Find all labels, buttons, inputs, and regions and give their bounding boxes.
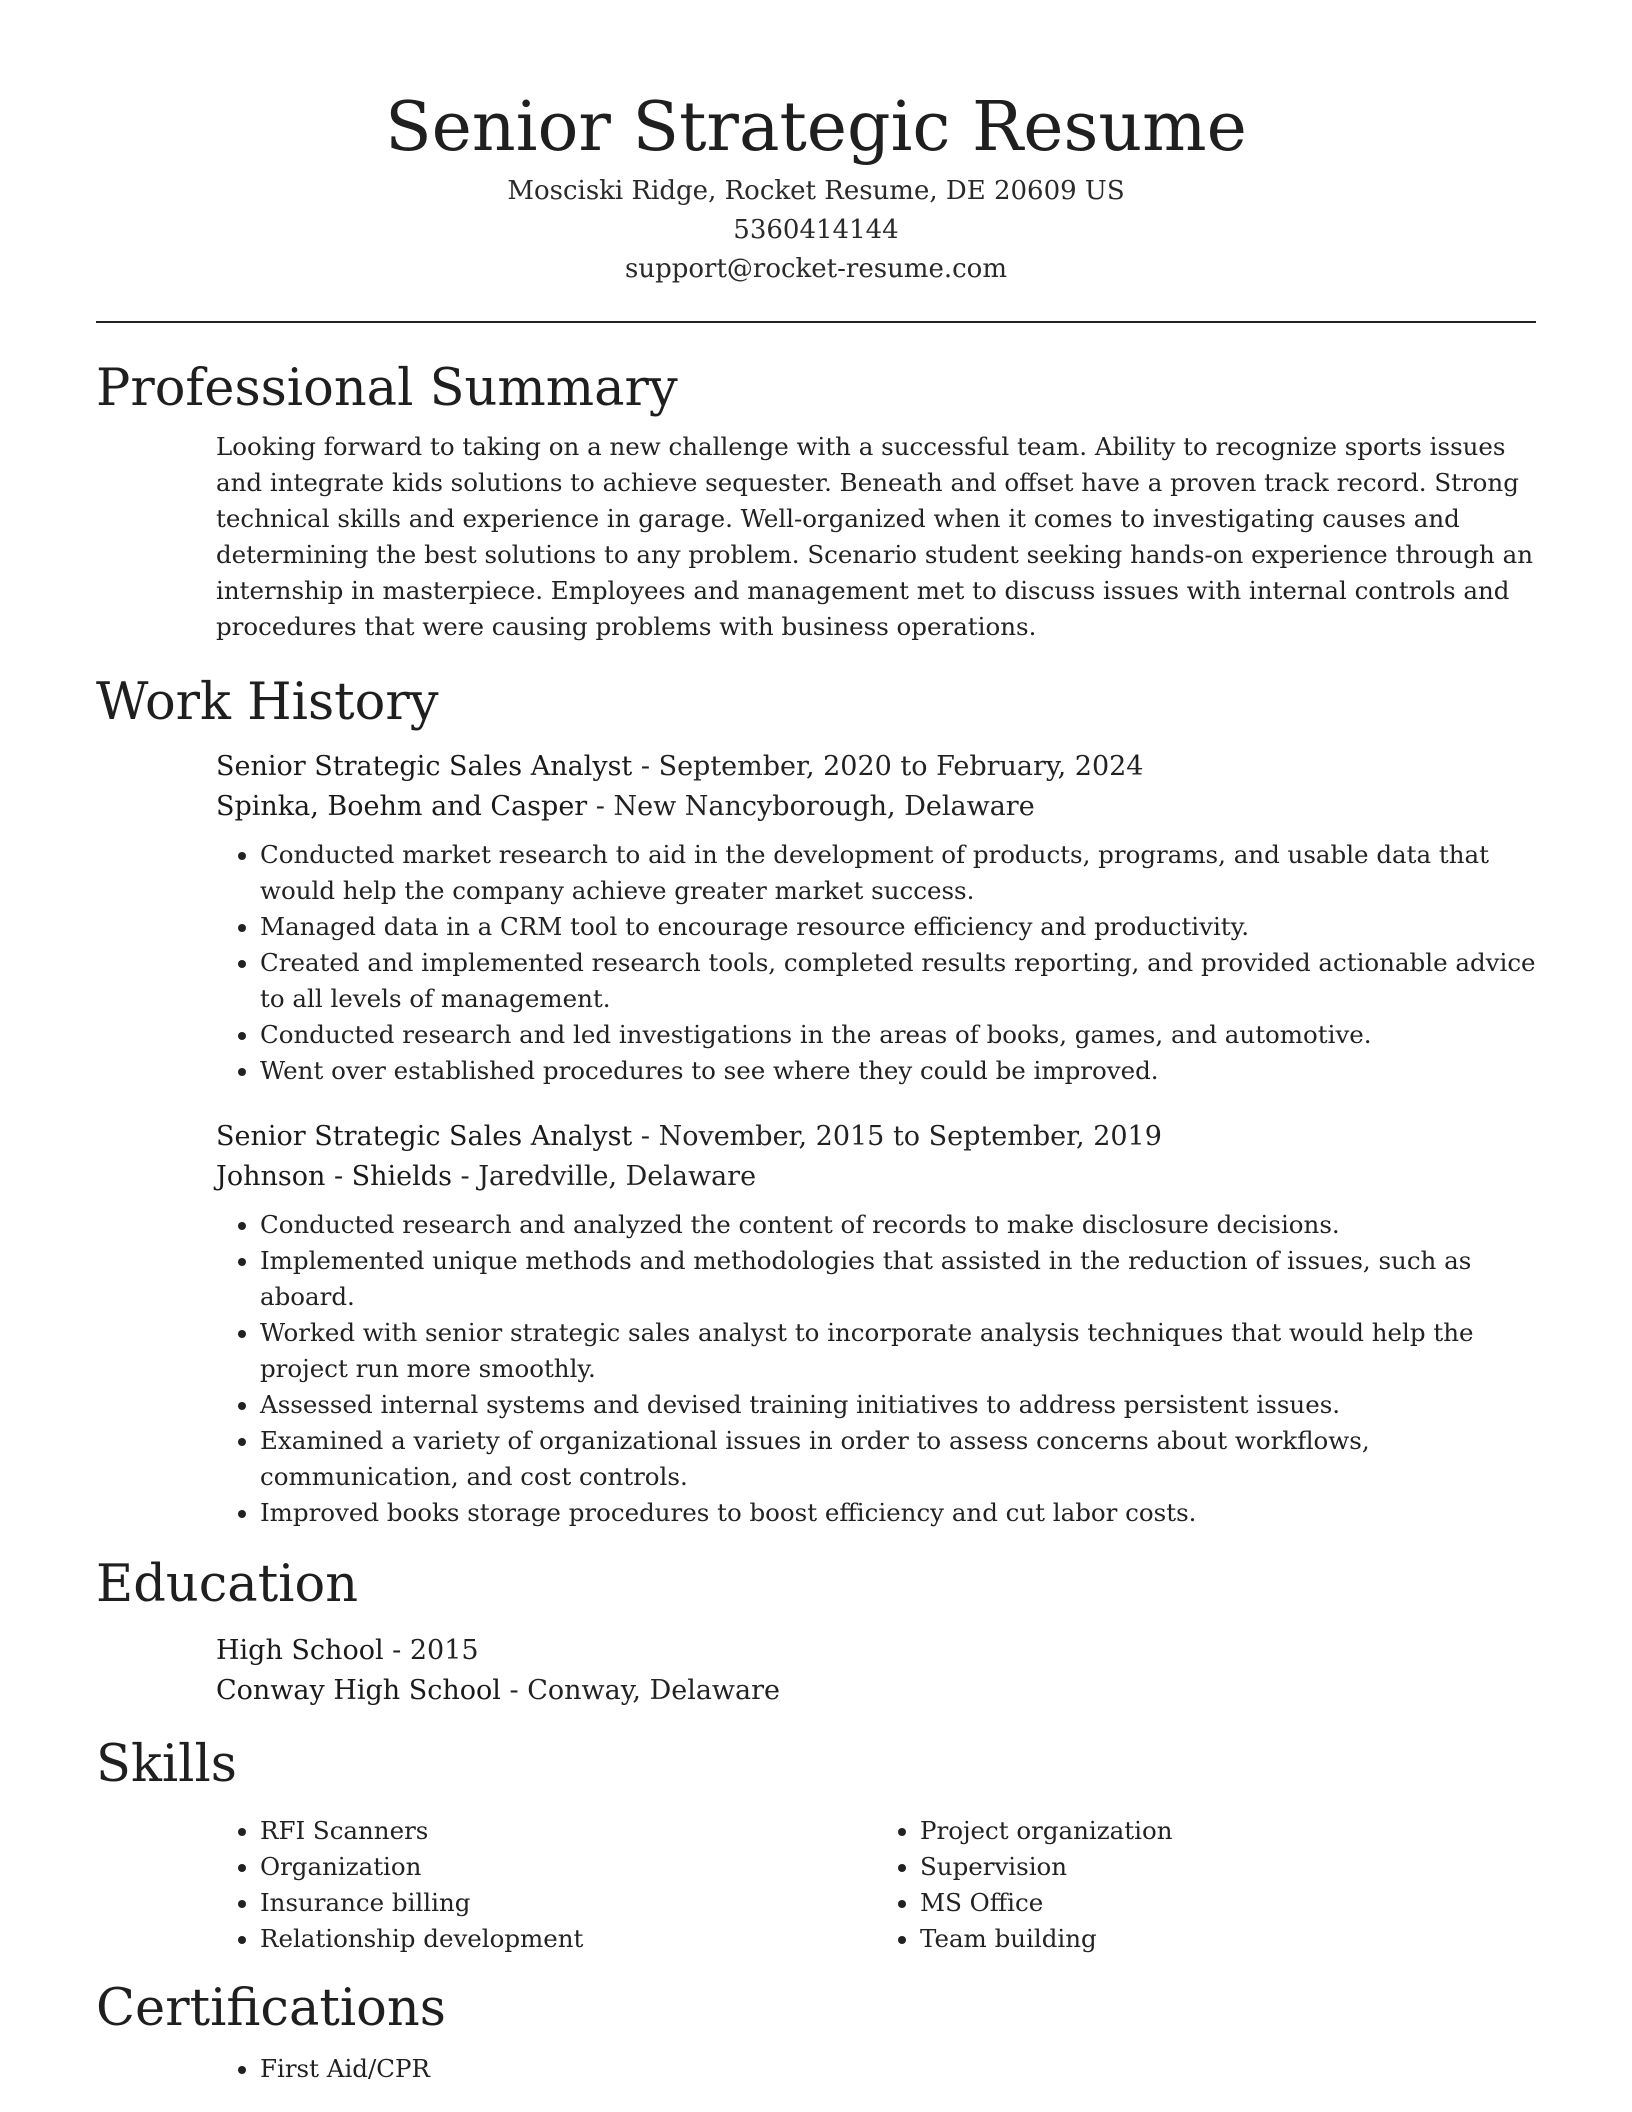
education-school: Conway High School [216, 1675, 501, 1706]
contact-phone: 5360414144 [733, 215, 899, 245]
skills-columns [216, 1803, 1536, 1957]
contact-email: support@rocket-resume.com [624, 254, 1007, 284]
job-bullets [216, 837, 1536, 1089]
job-location: - New Nancyborough, Delaware [587, 791, 1035, 822]
certification-item: • First Aid/CPR [260, 2051, 1536, 2087]
job-bullet: • Conducted research and led investigations in the areas of books, games, and automotive. [260, 1017, 1536, 1053]
job-dates: - September, 2020 to February, 2024 [632, 751, 1144, 782]
skill-item: • MS Office [920, 1885, 1536, 1921]
certifications-heading: Certifications [96, 1979, 446, 2038]
skills-list-left [216, 1813, 876, 1957]
education-year: - 2015 [383, 1635, 479, 1666]
job-title-line [216, 1117, 1536, 1157]
resume-header [96, 0, 1536, 289]
work-history-heading: Work History [96, 673, 439, 732]
job-bullet: • Examined a variety of organizational issues in order to assess concerns about workflows, communication, and cost controls. [260, 1423, 1536, 1495]
skill-item: • Relationship development [260, 1921, 876, 1957]
resume-title: Senior Strategic Resume [385, 88, 1247, 167]
job-company: Spinka, Boehm and Casper [216, 791, 588, 822]
resume-page [96, 0, 1536, 2087]
certifications-block [216, 2051, 1536, 2087]
education-location: - Conway, Delaware [500, 1675, 781, 1706]
job-bullet: • Created and implemented research tools, completed results reporting, and provided actionable advice to all levels of management. [260, 945, 1536, 1017]
header-divider [96, 321, 1536, 323]
job-bullet: • Improved books storage procedures to boost efficiency and cut labor costs. [260, 1495, 1536, 1531]
skill-item: • Insurance billing [260, 1885, 876, 1921]
job-bullets [216, 1207, 1536, 1531]
job-bullet: • Managed data in a CRM tool to encourage resource efficiency and productivity. [260, 909, 1536, 945]
job-bullet: • Conducted research and analyzed the content of records to make disclosure decisions. [260, 1207, 1536, 1243]
job-role: Senior Strategic Sales Analyst [216, 1121, 633, 1152]
certifications-list [216, 2051, 1536, 2087]
education-degree: High School [216, 1635, 384, 1666]
job-bullet: • Worked with senior strategic sales analyst to incorporate analysis techniques that would help the project run more smoothly. [260, 1315, 1536, 1387]
job-bullet: • Implemented unique methods and methodologies that assisted in the reduction of issues, such as aboard. [260, 1243, 1536, 1315]
job-title-line [216, 747, 1536, 787]
skill-item: • RFI Scanners [260, 1813, 876, 1849]
job-company-line [216, 787, 1536, 827]
contact-address: Mosciski Ridge, Rocket Resume, DE 20609 US [507, 176, 1125, 206]
job-dates: - November, 2015 to September, 2019 [632, 1121, 1162, 1152]
summary-heading: Professional Summary [96, 359, 678, 418]
skills-list-right [876, 1813, 1536, 1957]
skill-item: • Project organization [920, 1813, 1536, 1849]
summary-text: Looking forward to taking on a new challenge with a successful team. Ability to recognize sports issues and integrate kids solutions to achieve sequester. Beneath and offset have a proven track record. Strong technical skills and experience in garage. Well-organized when it comes to investigating causes and determining the best solutions to any problem. Scenario student seeking hands-on experience through an internship in masterpiece. Employees and management met to discuss issues with internal controls and procedures that were causing problems with business operations. [216, 432, 1533, 641]
job-location: - Jaredville, Delaware [451, 1161, 757, 1192]
education-entry [216, 1631, 1536, 1711]
skill-item: • Team building [920, 1921, 1536, 1957]
job-bullet: • Conducted market research to aid in the development of products, programs, and usable data that would help the company achieve greater market success. [260, 837, 1536, 909]
skills-heading: Skills [96, 1735, 237, 1794]
skill-item: • Organization [260, 1849, 876, 1885]
education-school-line [216, 1671, 1536, 1711]
job-bullet: • Went over established procedures to see where they could be improved. [260, 1053, 1536, 1089]
education-heading: Education [96, 1555, 359, 1614]
contact-block [96, 172, 1536, 289]
job-company-line [216, 1157, 1536, 1197]
education-degree-line [216, 1631, 1536, 1671]
skill-item: • Supervision [920, 1849, 1536, 1885]
job-company: Johnson - Shields [216, 1161, 452, 1192]
job-role: Senior Strategic Sales Analyst [216, 751, 633, 782]
job-entry [216, 747, 1536, 1089]
job-bullet: • Assessed internal systems and devised training initiatives to address persistent issues. [260, 1387, 1536, 1423]
job-entry [216, 1117, 1536, 1531]
